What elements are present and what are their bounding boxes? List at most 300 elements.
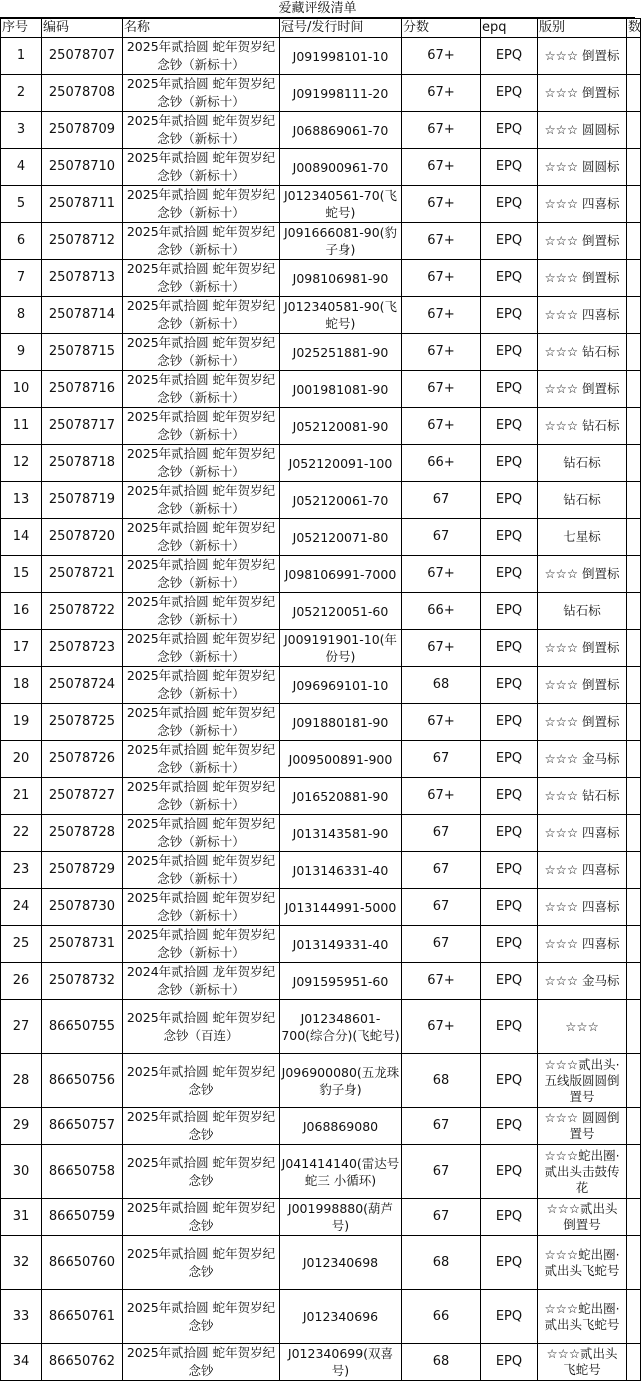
cell-version: ☆☆☆ 四喜标 <box>538 889 627 926</box>
table-row <box>1 519 641 556</box>
cell-score: 68 <box>402 1344 481 1381</box>
cell-crown: J098106981-90 <box>280 260 402 297</box>
cell-code: 25078721 <box>42 556 123 593</box>
cell-no: 6 <box>1 223 42 260</box>
cell-code: 86650760 <box>42 1236 123 1290</box>
cell-crown: J013143581-90 <box>280 815 402 852</box>
cell-version: ☆☆☆ 钻石标 <box>538 334 627 371</box>
cell-no: 2 <box>1 75 42 112</box>
cell-crown: J052120091-100 <box>280 445 402 482</box>
cell-score: 67+ <box>402 149 481 186</box>
cell-name: 2025年贰拾圆 蛇年贺岁纪念钞（新标十） <box>123 889 280 926</box>
table-row <box>1 112 641 149</box>
cell-code: 25078711 <box>42 186 123 223</box>
cell-version: ☆☆☆贰出头 飞蛇号 <box>538 1344 627 1381</box>
cell-no: 7 <box>1 260 42 297</box>
cell-name: 2025年贰拾圆 蛇年贺岁纪念钞（新标十） <box>123 667 280 704</box>
cell-extra <box>627 1145 641 1199</box>
cell-no: 23 <box>1 852 42 889</box>
cell-no: 15 <box>1 556 42 593</box>
table-row <box>1 667 641 704</box>
cell-code: 25078724 <box>42 667 123 704</box>
table-row <box>1 1054 641 1108</box>
cell-epq: EPQ <box>481 445 538 482</box>
cell-extra <box>627 778 641 815</box>
cell-score: 68 <box>402 1054 481 1108</box>
table-row <box>1 1000 641 1054</box>
cell-epq: EPQ <box>481 593 538 630</box>
cell-crown: J012340561-70(飞蛇号) <box>280 186 402 223</box>
table-row <box>1 297 641 334</box>
header-epq: epq <box>481 19 538 38</box>
cell-crown: J091595951-60 <box>280 963 402 1000</box>
header-name: 名称 <box>123 19 280 38</box>
table-row <box>1 38 641 75</box>
header-version: 版别 <box>538 19 627 38</box>
cell-code: 86650759 <box>42 1199 123 1236</box>
cell-epq: EPQ <box>481 889 538 926</box>
header-crown: 冠号/发行时间 <box>280 19 402 38</box>
table-row <box>1 149 641 186</box>
cell-no: 21 <box>1 778 42 815</box>
cell-crown: J068869061-70 <box>280 112 402 149</box>
cell-score: 67+ <box>402 186 481 223</box>
cell-version: ☆☆☆ 倒置标 <box>538 667 627 704</box>
cell-code: 25078713 <box>42 260 123 297</box>
cell-crown: J091666081-90(豹子身) <box>280 223 402 260</box>
cell-score: 66+ <box>402 593 481 630</box>
cell-no: 27 <box>1 1000 42 1054</box>
cell-name: 2025年贰拾圆 蛇年贺岁纪念钞（新标十） <box>123 593 280 630</box>
cell-epq: EPQ <box>481 1000 538 1054</box>
table-row <box>1 223 641 260</box>
table-row <box>1 1108 641 1145</box>
header-code: 编码 <box>42 19 123 38</box>
table-row <box>1 1290 641 1344</box>
cell-extra <box>627 482 641 519</box>
table-row <box>1 778 641 815</box>
cell-epq: EPQ <box>481 778 538 815</box>
cell-score: 68 <box>402 667 481 704</box>
cell-epq: EPQ <box>481 1145 538 1199</box>
cell-version: ☆☆☆ 四喜标 <box>538 186 627 223</box>
cell-crown: J091998111-20 <box>280 75 402 112</box>
cell-code: 25078712 <box>42 223 123 260</box>
header-no: 序号 <box>1 19 42 38</box>
cell-name: 2025年贰拾圆 蛇年贺岁纪念钞（新标十） <box>123 482 280 519</box>
table-body <box>1 38 641 1381</box>
cell-extra <box>627 1108 641 1145</box>
cell-name: 2025年贰拾圆 蛇年贺岁纪念钞（新标十） <box>123 741 280 778</box>
cell-name: 2025年贰拾圆 蛇年贺岁纪念钞 <box>123 1236 280 1290</box>
cell-name: 2025年贰拾圆 蛇年贺岁纪念钞（新标十） <box>123 75 280 112</box>
cell-score: 67+ <box>402 1000 481 1054</box>
cell-version: ☆☆☆ 倒置标 <box>538 223 627 260</box>
cell-name: 2024年贰拾圆 龙年贺岁纪念钞（新标十） <box>123 963 280 1000</box>
cell-code: 25078707 <box>42 38 123 75</box>
cell-no: 18 <box>1 667 42 704</box>
cell-name: 2025年贰拾圆 蛇年贺岁纪念钞（新标十） <box>123 926 280 963</box>
cell-no: 8 <box>1 297 42 334</box>
cell-code: 25078730 <box>42 889 123 926</box>
cell-epq: EPQ <box>481 704 538 741</box>
table-row <box>1 1145 641 1199</box>
cell-version: 七星标 <box>538 519 627 556</box>
cell-crown: J013144991-5000 <box>280 889 402 926</box>
cell-name: 2025年贰拾圆 蛇年贺岁纪念钞（新标十） <box>123 334 280 371</box>
cell-score: 67 <box>402 1199 481 1236</box>
cell-extra <box>627 112 641 149</box>
cell-no: 5 <box>1 186 42 223</box>
cell-name: 2025年贰拾圆 蛇年贺岁纪念钞（新标十） <box>123 778 280 815</box>
cell-epq: EPQ <box>481 112 538 149</box>
cell-name: 2025年贰拾圆 蛇年贺岁纪念钞（新标十） <box>123 371 280 408</box>
cell-epq: EPQ <box>481 371 538 408</box>
cell-no: 10 <box>1 371 42 408</box>
cell-crown: J068869080 <box>280 1108 402 1145</box>
cell-name: 2025年贰拾圆 蛇年贺岁纪念钞（新标十） <box>123 186 280 223</box>
table-row <box>1 852 641 889</box>
sheet-title: 爱藏评级清单 <box>0 0 635 18</box>
cell-no: 26 <box>1 963 42 1000</box>
cell-no: 22 <box>1 815 42 852</box>
cell-extra <box>627 556 641 593</box>
table-row <box>1 741 641 778</box>
cell-name: 2025年贰拾圆 蛇年贺岁纪念钞（新标十） <box>123 223 280 260</box>
cell-version: ☆☆☆ 倒置标 <box>538 38 627 75</box>
cell-version: ☆☆☆ 倒置标 <box>538 556 627 593</box>
cell-score: 67+ <box>402 75 481 112</box>
cell-extra <box>627 445 641 482</box>
cell-no: 9 <box>1 334 42 371</box>
cell-crown: J096900080(五龙珠 豹子身) <box>280 1054 402 1108</box>
cell-epq: EPQ <box>481 38 538 75</box>
cell-code: 86650758 <box>42 1145 123 1199</box>
cell-extra <box>627 963 641 1000</box>
cell-no: 28 <box>1 1054 42 1108</box>
cell-name: 2025年贰拾圆 蛇年贺岁纪念钞 <box>123 1290 280 1344</box>
cell-name: 2025年贰拾圆 蛇年贺岁纪念钞（新标十） <box>123 408 280 445</box>
cell-version: ☆☆☆蛇出圈·贰出头击鼓传花 <box>538 1145 627 1199</box>
cell-epq: EPQ <box>481 852 538 889</box>
table-row <box>1 408 641 445</box>
cell-epq: EPQ <box>481 334 538 371</box>
table-row <box>1 556 641 593</box>
cell-extra <box>627 815 641 852</box>
cell-name: 2025年贰拾圆 蛇年贺岁纪念钞（新标十） <box>123 519 280 556</box>
cell-score: 67 <box>402 1145 481 1199</box>
cell-no: 12 <box>1 445 42 482</box>
cell-epq: EPQ <box>481 741 538 778</box>
cell-score: 66+ <box>402 445 481 482</box>
cell-extra <box>627 1290 641 1344</box>
cell-no: 30 <box>1 1145 42 1199</box>
cell-extra <box>627 75 641 112</box>
cell-crown: J012340699(双喜号) <box>280 1344 402 1381</box>
cell-name: 2025年贰拾圆 蛇年贺岁纪念钞 <box>123 1145 280 1199</box>
cell-no: 14 <box>1 519 42 556</box>
table-row <box>1 1236 641 1290</box>
cell-no: 13 <box>1 482 42 519</box>
cell-extra <box>627 260 641 297</box>
cell-epq: EPQ <box>481 186 538 223</box>
cell-name: 2025年贰拾圆 蛇年贺岁纪念钞（新标十） <box>123 149 280 186</box>
cell-extra <box>627 704 641 741</box>
cell-epq: EPQ <box>481 1054 538 1108</box>
cell-score: 67+ <box>402 334 481 371</box>
cell-crown: J012340581-90(飞蛇号) <box>280 297 402 334</box>
cell-extra <box>627 223 641 260</box>
cell-score: 68 <box>402 1236 481 1290</box>
cell-version: ☆☆☆ 金马标 <box>538 741 627 778</box>
cell-extra <box>627 1054 641 1108</box>
cell-version: 钻石标 <box>538 593 627 630</box>
cell-epq: EPQ <box>481 260 538 297</box>
cell-code: 86650757 <box>42 1108 123 1145</box>
header-count: 数 <box>627 19 641 38</box>
cell-version: ☆☆☆蛇出圈·贰出头飞蛇号 <box>538 1236 627 1290</box>
cell-epq: EPQ <box>481 1108 538 1145</box>
cell-extra <box>627 371 641 408</box>
table-row <box>1 926 641 963</box>
cell-score: 67 <box>402 926 481 963</box>
cell-version: ☆☆☆ 圆圆标 <box>538 149 627 186</box>
table-row <box>1 815 641 852</box>
cell-code: 25078722 <box>42 593 123 630</box>
table-row <box>1 334 641 371</box>
cell-crown: J098106991-7000 <box>280 556 402 593</box>
cell-version: ☆☆☆ 四喜标 <box>538 926 627 963</box>
cell-no: 33 <box>1 1290 42 1344</box>
cell-no: 25 <box>1 926 42 963</box>
cell-epq: EPQ <box>481 297 538 334</box>
cell-extra <box>627 630 641 667</box>
cell-crown: J013146331-40 <box>280 852 402 889</box>
cell-score: 67+ <box>402 112 481 149</box>
cell-name: 2025年贰拾圆 蛇年贺岁纪念钞 <box>123 1199 280 1236</box>
cell-score: 67+ <box>402 297 481 334</box>
cell-no: 3 <box>1 112 42 149</box>
cell-no: 1 <box>1 38 42 75</box>
cell-code: 25078732 <box>42 963 123 1000</box>
cell-version: ☆☆☆ 四喜标 <box>538 297 627 334</box>
cell-code: 86650762 <box>42 1344 123 1381</box>
cell-crown: J052120081-90 <box>280 408 402 445</box>
cell-epq: EPQ <box>481 815 538 852</box>
cell-code: 25078729 <box>42 852 123 889</box>
cell-crown: J009500891-900 <box>280 741 402 778</box>
cell-version: ☆☆☆ 圆圆倒置号 <box>538 1108 627 1145</box>
cell-epq: EPQ <box>481 482 538 519</box>
cell-no: 31 <box>1 1199 42 1236</box>
cell-score: 66 <box>402 1290 481 1344</box>
cell-extra <box>627 852 641 889</box>
cell-name: 2025年贰拾圆 蛇年贺岁纪念钞（新标十） <box>123 112 280 149</box>
cell-no: 29 <box>1 1108 42 1145</box>
cell-code: 25078709 <box>42 112 123 149</box>
cell-version: ☆☆☆ 倒置标 <box>538 75 627 112</box>
cell-score: 67+ <box>402 630 481 667</box>
cell-code: 86650755 <box>42 1000 123 1054</box>
cell-score: 67+ <box>402 963 481 1000</box>
cell-code: 25078719 <box>42 482 123 519</box>
cell-code: 25078718 <box>42 445 123 482</box>
cell-crown: J052120061-70 <box>280 482 402 519</box>
cell-version: ☆☆☆贰出头 倒置号 <box>538 1199 627 1236</box>
cell-no: 34 <box>1 1344 42 1381</box>
cell-version: ☆☆☆ 钻石标 <box>538 778 627 815</box>
cell-crown: J041414140(雷达号 蛇三 小循环) <box>280 1145 402 1199</box>
cell-code: 25078726 <box>42 741 123 778</box>
cell-no: 20 <box>1 741 42 778</box>
cell-score: 67 <box>402 1108 481 1145</box>
cell-name: 2025年贰拾圆 蛇年贺岁纪念钞（百连） <box>123 1000 280 1054</box>
cell-version: ☆☆☆ 倒置标 <box>538 630 627 667</box>
cell-code: 25078720 <box>42 519 123 556</box>
cell-code: 25078714 <box>42 297 123 334</box>
cell-version: ☆☆☆蛇出圈·贰出头飞蛇号 <box>538 1290 627 1344</box>
cell-score: 67 <box>402 482 481 519</box>
cell-score: 67 <box>402 815 481 852</box>
cell-version: ☆☆☆ 倒置标 <box>538 371 627 408</box>
cell-crown: J008900961-70 <box>280 149 402 186</box>
cell-name: 2025年贰拾圆 蛇年贺岁纪念钞（新标十） <box>123 297 280 334</box>
header-row <box>1 19 641 38</box>
cell-epq: EPQ <box>481 667 538 704</box>
cell-name: 2025年贰拾圆 蛇年贺岁纪念钞（新标十） <box>123 38 280 75</box>
cell-score: 67+ <box>402 408 481 445</box>
rating-table <box>0 18 641 1381</box>
table-row <box>1 186 641 223</box>
table-row <box>1 963 641 1000</box>
cell-crown: J001998880(葫芦号) <box>280 1199 402 1236</box>
cell-version: ☆☆☆ 倒置标 <box>538 704 627 741</box>
cell-no: 16 <box>1 593 42 630</box>
cell-code: 25078731 <box>42 926 123 963</box>
cell-extra <box>627 334 641 371</box>
cell-score: 67 <box>402 852 481 889</box>
cell-crown: J096969101-10 <box>280 667 402 704</box>
cell-version: 钻石标 <box>538 482 627 519</box>
cell-name: 2025年贰拾圆 蛇年贺岁纪念钞 <box>123 1344 280 1381</box>
cell-code: 25078717 <box>42 408 123 445</box>
cell-score: 67 <box>402 889 481 926</box>
table-row <box>1 889 641 926</box>
cell-epq: EPQ <box>481 556 538 593</box>
cell-epq: EPQ <box>481 519 538 556</box>
cell-name: 2025年贰拾圆 蛇年贺岁纪念钞（新标十） <box>123 445 280 482</box>
cell-epq: EPQ <box>481 1236 538 1290</box>
cell-extra <box>627 149 641 186</box>
cell-extra <box>627 741 641 778</box>
cell-code: 25078708 <box>42 75 123 112</box>
cell-score: 67+ <box>402 556 481 593</box>
cell-extra <box>627 408 641 445</box>
cell-extra <box>627 519 641 556</box>
cell-extra <box>627 1199 641 1236</box>
cell-epq: EPQ <box>481 630 538 667</box>
cell-epq: EPQ <box>481 1199 538 1236</box>
cell-version: ☆☆☆ <box>538 1000 627 1054</box>
cell-no: 4 <box>1 149 42 186</box>
cell-crown: J013149331-40 <box>280 926 402 963</box>
table-row <box>1 371 641 408</box>
cell-score: 67+ <box>402 371 481 408</box>
table-row <box>1 593 641 630</box>
cell-crown: J012340698 <box>280 1236 402 1290</box>
cell-score: 67+ <box>402 260 481 297</box>
cell-crown: J091998101-10 <box>280 38 402 75</box>
cell-no: 24 <box>1 889 42 926</box>
cell-epq: EPQ <box>481 1290 538 1344</box>
cell-score: 67+ <box>402 38 481 75</box>
cell-extra <box>627 186 641 223</box>
cell-score: 67 <box>402 519 481 556</box>
cell-name: 2025年贰拾圆 蛇年贺岁纪念钞（新标十） <box>123 556 280 593</box>
table-row <box>1 75 641 112</box>
cell-epq: EPQ <box>481 408 538 445</box>
table-row <box>1 1199 641 1236</box>
table-row <box>1 260 641 297</box>
cell-version: 钻石标 <box>538 445 627 482</box>
cell-crown: J016520881-90 <box>280 778 402 815</box>
cell-score: 67+ <box>402 223 481 260</box>
cell-no: 11 <box>1 408 42 445</box>
cell-name: 2025年贰拾圆 蛇年贺岁纪念钞（新标十） <box>123 852 280 889</box>
table-row <box>1 445 641 482</box>
table-row <box>1 704 641 741</box>
cell-extra <box>627 667 641 704</box>
cell-crown: J012348601-700(综合分)(飞蛇号) <box>280 1000 402 1054</box>
cell-version: ☆☆☆ 金马标 <box>538 963 627 1000</box>
cell-version: ☆☆☆ 倒置标 <box>538 260 627 297</box>
cell-extra <box>627 1344 641 1381</box>
cell-name: 2025年贰拾圆 蛇年贺岁纪念钞（新标十） <box>123 815 280 852</box>
cell-crown: J091880181-90 <box>280 704 402 741</box>
cell-code: 25078728 <box>42 815 123 852</box>
cell-version: ☆☆☆ 圆圆标 <box>538 112 627 149</box>
cell-epq: EPQ <box>481 75 538 112</box>
cell-epq: EPQ <box>481 1344 538 1381</box>
cell-code: 25078723 <box>42 630 123 667</box>
cell-epq: EPQ <box>481 149 538 186</box>
cell-name: 2025年贰拾圆 蛇年贺岁纪念钞（新标十） <box>123 630 280 667</box>
table-row <box>1 630 641 667</box>
cell-no: 32 <box>1 1236 42 1290</box>
cell-extra <box>627 1000 641 1054</box>
cell-version: ☆☆☆ 四喜标 <box>538 815 627 852</box>
cell-epq: EPQ <box>481 926 538 963</box>
cell-no: 17 <box>1 630 42 667</box>
cell-epq: EPQ <box>481 223 538 260</box>
cell-code: 86650756 <box>42 1054 123 1108</box>
cell-extra <box>627 926 641 963</box>
cell-code: 25078716 <box>42 371 123 408</box>
cell-crown: J009191901-10(年份号) <box>280 630 402 667</box>
cell-code: 25078710 <box>42 149 123 186</box>
cell-score: 67+ <box>402 778 481 815</box>
cell-extra <box>627 593 641 630</box>
cell-score: 67+ <box>402 704 481 741</box>
cell-extra <box>627 297 641 334</box>
cell-version: ☆☆☆ 四喜标 <box>538 852 627 889</box>
cell-name: 2025年贰拾圆 蛇年贺岁纪念钞 <box>123 1108 280 1145</box>
header-score: 分数 <box>402 19 481 38</box>
table-row <box>1 1344 641 1381</box>
cell-extra <box>627 1236 641 1290</box>
cell-no: 19 <box>1 704 42 741</box>
cell-crown: J001981081-90 <box>280 371 402 408</box>
